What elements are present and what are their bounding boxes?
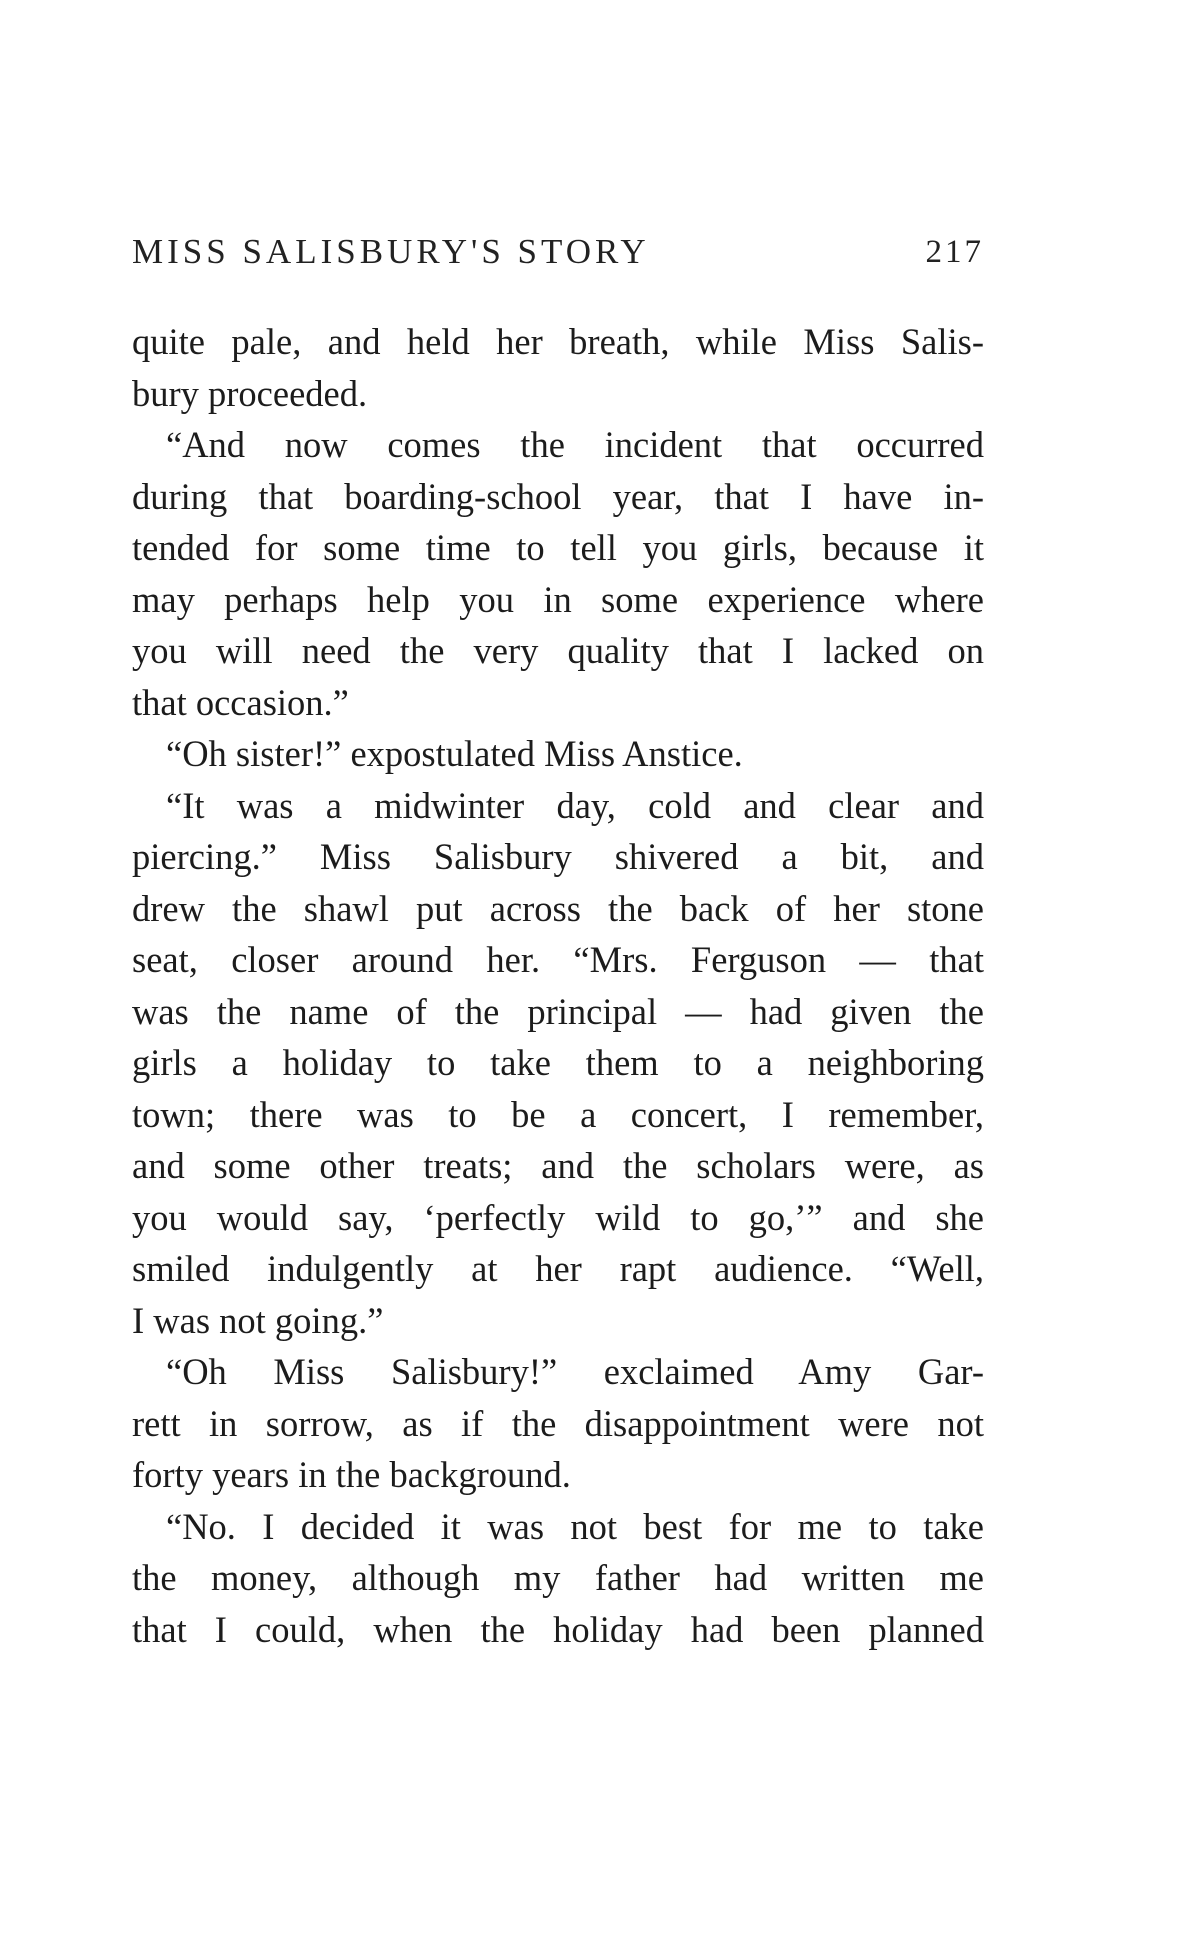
text-line: town; there was to be a concert, I remember, (132, 1093, 984, 1135)
text-line: that I could, when the holiday had been planned (132, 1608, 984, 1650)
text-line: during that boarding-school year, that I have in- (132, 475, 984, 517)
text-line: seat, closer around her. “Mrs. Ferguson — that (132, 939, 984, 980)
text-line: rett in sorrow, as if the disappointment were not (132, 1402, 984, 1444)
text-line: I was not going.” (132, 1299, 384, 1341)
running-head (132, 232, 984, 282)
text-line: and some other treats; and the scholars were, as (132, 1145, 984, 1186)
text-line: may perhaps help you in some experience where (132, 578, 984, 620)
text-line: piercing.” Miss Salisbury shivered a bit, and (132, 836, 984, 877)
text-line: bury proceeded. (132, 372, 368, 414)
running-title: MISS SALISBURY'S STORY (132, 232, 650, 271)
text-line: “Oh Miss Salisbury!” exclaimed Amy Gar- (166, 1351, 984, 1392)
text-line: “And now comes the incident that occurred (166, 424, 984, 465)
page-number: 217 (925, 234, 984, 270)
text-line: “No. I decided it was not best for me to take (166, 1505, 984, 1547)
text-line: tended for some time to tell you girls, because it (132, 527, 984, 568)
text-line: was the name of the principal — had given the (132, 990, 984, 1032)
body-text (132, 316, 984, 1655)
text-line: drew the shawl put across the back of her stone (132, 887, 984, 929)
text-line: that occasion.” (132, 681, 349, 723)
text-line: “Oh sister!” expostulated Miss Anstice. (166, 733, 743, 774)
text-line: smiled indulgently at her rapt audience. “Well, (132, 1248, 984, 1289)
text-line: “It was a midwinter day, cold and clear and (166, 784, 984, 826)
text-line: forty years in the background. (132, 1454, 571, 1495)
text-line: you would say, ‘perfectly wild to go,’” and she (132, 1196, 984, 1238)
text-line: the money, although my father had written me (132, 1557, 984, 1598)
text-line: quite pale, and held her breath, while Miss Salis- (132, 321, 984, 362)
text-line: you will need the very quality that I lacked on (132, 630, 984, 671)
text-line: girls a holiday to take them to a neighboring (132, 1042, 984, 1083)
